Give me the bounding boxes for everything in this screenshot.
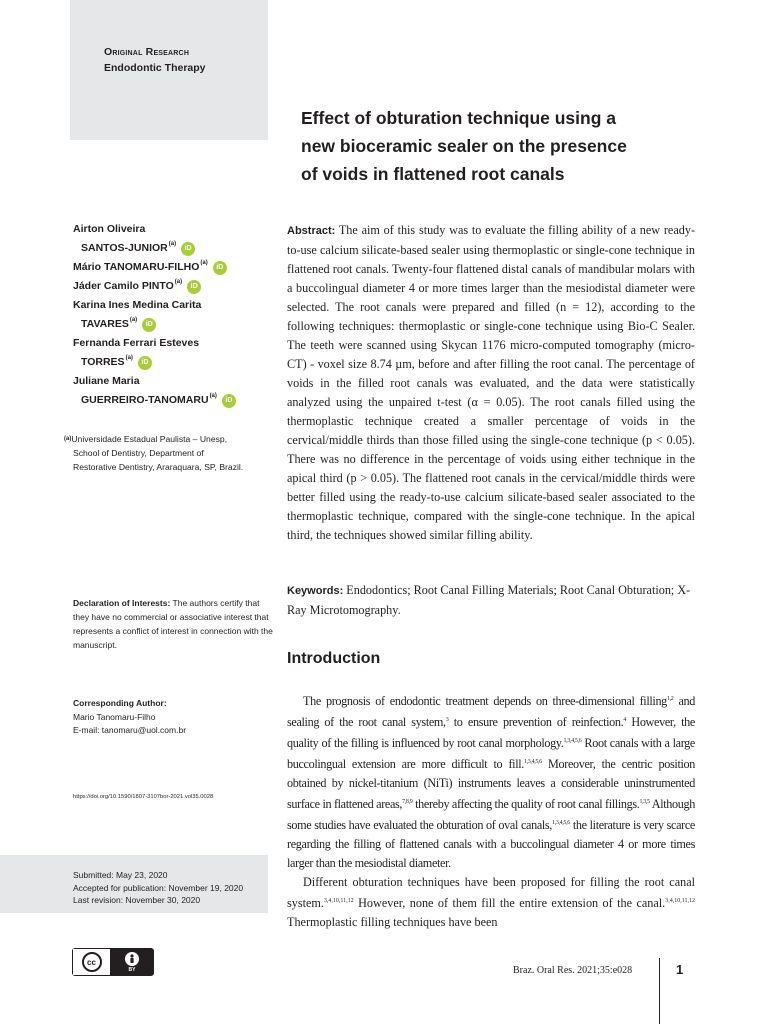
author-first: Juliane Maria [73,375,140,387]
page-number: 1 [676,962,684,977]
author-list [73,220,273,410]
orcid-icon[interactable]: iD [138,356,152,370]
orcid-icon[interactable]: iD [181,242,195,256]
abstract [287,221,695,545]
creative-commons-icon: cc [82,952,102,972]
footer-divider [659,958,660,1024]
subsection-name: Endodontic Therapy [104,62,206,74]
by-label: BY [128,966,136,973]
author-first: Airton Oliveira [73,223,146,235]
author-last: GUERREIRO-TANOMARU $^{(a)}$ iD [73,391,273,410]
orcid-icon[interactable]: iD [222,394,236,408]
title-line: Effect of obturation technique using a [301,108,616,128]
abstract-label: Abstract: [287,225,336,237]
cc-by-license-badge[interactable] [72,948,154,976]
corresponding-email[interactable]: E-mail: tanomaru@uol.com.br [73,725,187,735]
author-first: Karina Ines Medina Carita [73,299,202,311]
author-name: Mário TANOMARU-FILHO $^{(a)}$ iD [73,258,273,277]
orcid-icon[interactable]: iD [213,261,227,275]
corresponding-author: Corresponding Author: Mario Tanomaru-Filho E-mail: tanomaru@uol.com.br [73,697,273,738]
author-last: SANTOS-JUNIOR $^{(a)}$ iD [73,239,273,258]
affiliation: $^{(a)}$Universidade Estadual Paulista – Unesp, School of Dentistry, Department of Restorative Dentistry, Araraquara, SP, Brazil. [64,434,244,472]
corresponding-name: Mario Tanomaru-Filho [73,711,156,722]
doi-link[interactable]: https://doi.org/10.1590/1807-3107bor-2021.vol35.0028 [73,794,214,800]
author-last: TAVARES $^{(a)}$ iD [73,315,273,334]
author-name: Jáder Camilo PINTO $^{(a)}$ iD [73,277,273,296]
keywords-text: Endodontics; Root Canal Filling Materials; Root Canal Obturation; X-Ray Microtomography. [287,583,691,617]
orcid-icon[interactable]: iD [142,318,156,332]
section-label [104,45,264,75]
section-name: Original Research [104,46,190,58]
paragraph: Different obturation techniques have been proposed for filling the root canal system.$^{3,4,10,11,12}$ However, none of them fill the entire extension of the canal.$^{3,4,10,11,12}$ Thermoplastic filling techniques have been [287,875,695,930]
introduction-body [287,690,695,932]
title-line: of voids in flattened root canals [301,164,565,184]
keywords-label: Keywords: [287,585,344,597]
keywords [287,581,695,620]
declaration-of-interests: Declaration of Interests: The authors certify that they have no commercial or associative interest that represents a conflict of interest in connection with the manuscript. [73,598,273,650]
paragraph: The prognosis of endodontic treatment depends on three-dimensional filling$^{1,2}$ and sealing of the root canal system,$^3$ to ensure prevention of reinfection.$^4$ However, the quality of the filling is influenced by root canal morphology.$^{1,3,4,5,6}$ Root canals with a large buccolingual extension are more difficult to fill.$^{1,3,4,5,6}$ Moreover, the centric position obtained by nickel-titanium (NiTi) instruments leaves a considerable uninstrumented surface in flattened areas,$^{7,8,9}$ thereby affecting the quality of root canal fillings.$^{1,3,5}$ Although some studies have evaluated the obturation of oval canals,$^{1,3,4,5,6}$ the literature is very scarce regarding the filling of flattened canals with a buccolingual diameter 4 or more times larger than the mesiodistal diameter. [287,694,696,871]
abstract-text: The aim of this study was to evaluate the filling ability of a new ready-to-use calcium silicate-based sealer using thermoplastic or single-cone technique in flattened root canals. Twenty-four flattened distal canals of mandibular molars with a buccolingual diameter 4 or more times larger than the mesiodistal diameter were selected. The root canals were prepared and filled (n = 12), according to the following techniques: thermoplastic or single-cone technique using Bio-C Sealer. The teeth were scanned using Skycan 1176 micro-computed tomography (micro-CT) - voxel size 8.74 µm, before and after filling the root canal. The percentage of voids in the filled root canals was evaluated, and the data were statistically analyzed using the unpaired t-test (α = 0.05). The root canals filled using the thermoplastic technique created a smaller percentage of voids in the cervical/middle thirds than those filled using the single-cone technique (p < 0.05). There was no difference in the percentage of voids using either technique in the apical third (p > 0.05). The flattened root canals in the cervical/middle thirds were better filled using the ready-to-use calcium silicate-based sealer associated to the thermoplastic technique, compared with the single-cone technique. In the apical third, the techniques showed similar filling ability. [287,223,695,542]
introduction-heading: Introduction [287,650,381,667]
article-title [301,104,721,188]
submission-dates: Submitted: May 23, 2020 Accepted for publication: November 19, 2020 Last revision: November 30, 2020 [73,870,244,905]
title-line: new bioceramic sealer on the presence [301,136,627,156]
orcid-icon[interactable]: iD [187,280,201,294]
author-first: Fernanda Ferrari Esteves [73,337,200,349]
attribution-person-icon [125,952,139,966]
journal-citation: Braz. Oral Res. 2021;35:e028 [513,965,633,976]
affiliation-label: (a) [64,436,72,442]
author-last: TORRES $^{(a)}$ iD [73,353,273,372]
